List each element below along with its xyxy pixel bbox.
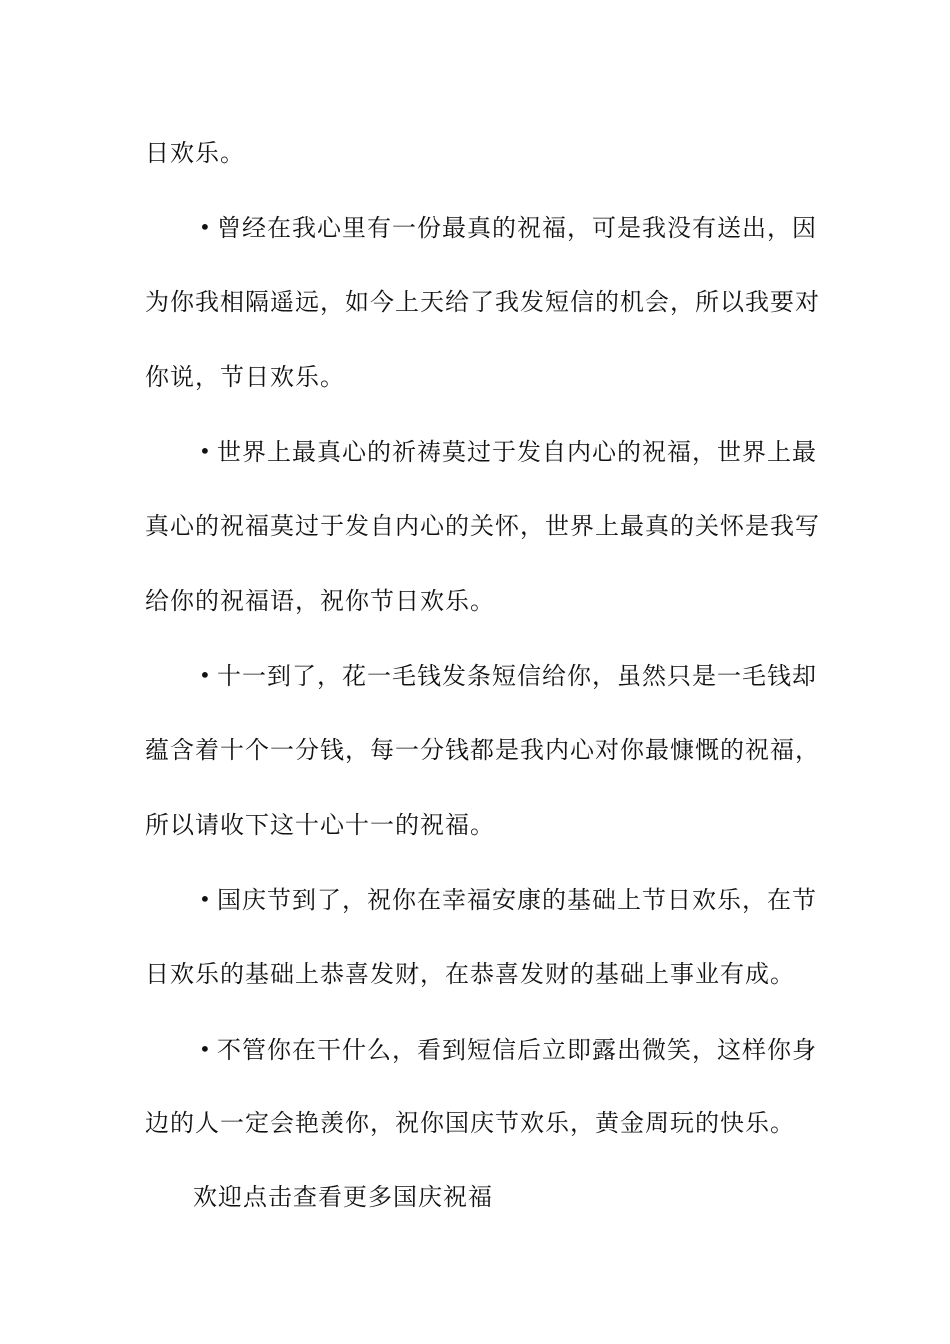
paragraph-2-line-3: 给你的祝福语，祝你节日欢乐。 [145, 587, 495, 615]
bullet-icon: • [199, 887, 212, 911]
paragraph-3-line-3: 所以请收下这十心十一的祝福。 [145, 811, 495, 839]
paragraph-4-line-2: 日欢乐的基础上恭喜发财，在恭喜发财的基础上事业有成。 [145, 960, 795, 988]
paragraph-2-line-1: • 世界上最真心的祈祷莫过于发自内心的祝福，世界上最 [199, 438, 817, 466]
paragraph-2-line-2: 真心的祝福莫过于发自内心的关怀，世界上最真的关怀是我写 [145, 512, 820, 540]
paragraph-1-line-3: 你说，节日欢乐。 [145, 363, 345, 391]
more-greetings-link[interactable]: 欢迎点击查看更多国庆祝福 [193, 1183, 493, 1211]
bullet-icon: • [199, 215, 212, 239]
bullet-icon: • [199, 1037, 212, 1061]
bullet-icon: • [199, 439, 212, 463]
paragraph-3-line-2: 蕴含着十个一分钱，每一分钱都是我内心对你最慷慨的祝福， [145, 736, 820, 764]
paragraph-5-line-2: 边的人一定会艳羡你，祝你国庆节欢乐，黄金周玩的快乐。 [145, 1109, 795, 1137]
paragraph-1-line-2: 为你我相隔遥远，如今上天给了我发短信的机会，所以我要对 [145, 288, 820, 316]
bullet-icon: • [199, 663, 212, 687]
paragraph-3-line-1: • 十一到了，花一毛钱发条短信给你，虽然只是一毛钱却 [199, 662, 817, 690]
continuation-line: 日欢乐。 [145, 139, 245, 167]
paragraph-5-line-1: • 不管你在干什么，看到短信后立即露出微笑，这样你身 [199, 1036, 817, 1064]
paragraph-4-line-1: • 国庆节到了，祝你在幸福安康的基础上节日欢乐，在节 [199, 886, 817, 914]
paragraph-1-line-1: • 曾经在我心里有一份最真的祝福，可是我没有送出，因 [199, 214, 817, 242]
